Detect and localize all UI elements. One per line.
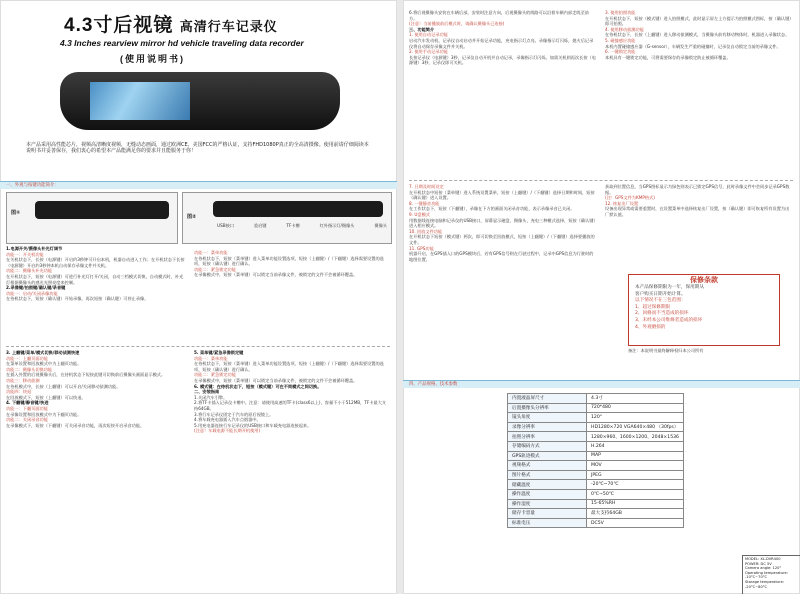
sec3-heading: 3. 上翻键/菜单/模式切换/移动侦测快速 — [6, 350, 80, 355]
right-column-2 — [605, 10, 793, 60]
label-line: POWER: DC 5V — [745, 561, 772, 566]
label-line: Camera angle: 120° — [745, 566, 782, 571]
warranty-line: 以下情况不在三包范围： — [635, 298, 686, 304]
right-column-1 — [409, 10, 597, 66]
power-text-1: 在关机状态下，长按（电源键）开启约3秒钟可开启本机，机器自动进入工作；在开机状态下长按（电源键）开启约3秒钟本机自动保存录像文件并关机。 — [6, 257, 185, 268]
gps-note: (注！GPS文件为KMP格式) — [605, 195, 655, 201]
func-photo-text: 在开机状态下，短按（模式键）进入拍照模式，此时显示屏左上方提示为拍照模式图标，按（确认键）即可拍照。 — [605, 15, 792, 27]
spec-key: 存储编码方式 — [508, 441, 587, 451]
sec3-text-4: 在回放模式下，短按（上翻键）可以快退。 — [6, 394, 86, 400]
figure-2-label: 图② — [187, 214, 197, 220]
spec-value: 1280×960、1600×1200、2048×1536 — [587, 432, 684, 442]
product-label — [742, 555, 800, 594]
spec-value: 4.3寸 — [587, 394, 684, 404]
spec-key: 内置液晶屏尺寸 — [508, 394, 587, 404]
date-time-text: 在开机状态中短按（菜单键）进入系统设置菜单，短按（上翻键）/（下翻键）选择日期和时间，短按（确认键）进入设置。 — [409, 189, 595, 201]
figure-2-labels — [217, 223, 387, 229]
right-page — [403, 0, 800, 594]
menu-func-2-top: 功能二：紧急锁定功能 — [194, 266, 236, 272]
fig2-label-ir: 红外指示灯/摄像头 — [319, 223, 355, 228]
figure-1-label: 图① — [11, 210, 21, 216]
spec-band: 四、产品规格、技术参数 — [403, 380, 800, 388]
func-motion-text: 在待机状态下，长按（上翻键）进入移动侦测模式，当摄像头前有移动物体时，机器进入录像状态。 — [605, 32, 790, 38]
func-auto-record-head: 1. 使用自动记录功能 — [409, 32, 448, 38]
usb-mode-head: 9. U盘模式 — [409, 211, 430, 217]
spec-row — [508, 432, 684, 442]
divider — [6, 346, 390, 347]
spec-row — [508, 480, 684, 490]
spec-row — [508, 461, 684, 471]
func-manual-record-head: 2. 使用手动记录功能 — [409, 49, 448, 55]
menu-func-1-top: 功能一：菜单功能 — [194, 250, 228, 255]
install-step: 4.将车载充电器插入汽车点烟器中。 — [194, 417, 261, 423]
sec4-text-2: 在录像模式下，短按（下翻键）可关闭录音功能，再次短按开启录音功能。 — [6, 422, 145, 428]
divider-right — [409, 180, 793, 181]
sec3-text-3: 在待机模式中，长按（上翻键）可以开启/关闭移动侦测功能。 — [6, 383, 121, 389]
gps-text: 机器开启，在GPS插入口的GPS模块后，若有GPS信号则在行驶过程中，记录中GPS信息为行驶时的地图位置。 — [409, 251, 594, 262]
spec-row — [508, 403, 684, 413]
spec-key: GPS轨迹模式 — [508, 451, 587, 461]
spec-key: 操作温度 — [508, 489, 587, 499]
left-page — [0, 0, 397, 594]
figure-2 — [182, 192, 392, 244]
spec-key: 储藏温度 — [508, 480, 587, 490]
func-motion-head: 4. 使用移动侦测功能 — [605, 26, 644, 32]
sec4-text-1: 在录像设置和回放模式中为下翻页功能。 — [6, 411, 82, 417]
gps-head: 11. GPS功能 — [409, 245, 434, 251]
spec-table — [507, 393, 684, 528]
install-heading: 二、安装指南 — [194, 389, 220, 395]
spec-key: 后置摄像头分辨率 — [508, 403, 587, 413]
spec-key: 录像分辨率 — [508, 422, 587, 432]
intro-text: 本产品采用高性能芯片，视频高清晰度视频，无缝动态画面，通过欧洲CE、美国FCC的严格认证，支持FHD1080P真正的全高清摄像。使用前请仔细阅读本说明书并妥善保存，我们衷心的希望本产品能满足你的要求并且能服务于你！ — [26, 142, 369, 155]
device-top-view — [35, 201, 169, 219]
manual-subtitle: 4.3 Inches rearview mirror hd vehicle traveling data recorder — [60, 38, 304, 48]
record-func-1: 功能一：启动/关闭录像功能 — [6, 290, 58, 296]
device-bottom-view — [213, 201, 383, 217]
func-photo-head: 3. 使用拍照功能 — [605, 10, 636, 15]
func-auto-record-text: 启动汽车发动机，记录仪自动启动并开始记录功能，充电指示灯点亮。录像指示灯闪烁，熄火后记录仪将自动保存录像文件并关机。 — [409, 37, 594, 49]
func-gsensor-text: 本机内置碰撞感应器（G-sensor），车辆发生严重的碰撞时，记录仪自动锁定当前的录像文件。 — [605, 43, 781, 49]
spec-value: 最大支持64GB — [587, 509, 684, 519]
spec-value: 0℃~50℃ — [587, 489, 684, 499]
spec-key: 标准电压 — [508, 518, 587, 528]
menu-text-1-top: 在待机状态下，短按（菜单键）进入菜单功能设置选项，短按（上翻键）/（下翻键）选择需要设置的选项，短按（确认键）进行确认。 — [194, 255, 384, 267]
spec-value: MAP — [587, 451, 684, 461]
menu-text-2-top: 在录像模式中，短按（菜单键）可以锁定当前录像文件，被锁定的文件不会被循环覆盖。 — [194, 272, 358, 278]
spec-key: 拍照分辨率 — [508, 432, 587, 442]
mute-text: 在工作状态下，短按（下翻键），录像在下方的画面关闭录音功能，表示录像录音已关闭。 — [409, 206, 575, 212]
warranty-box — [628, 274, 780, 346]
label-line: Operating temperature: -10°C~70°C — [745, 570, 788, 580]
install-step: 2.将TF卡插入记录仪卡槽中。注意：请使用高速的TF卡(class6以上)，容量不小于512MB，TF卡最大支持64GB。 — [194, 400, 387, 411]
warranty-line: 2、回修而不当造成的损坏 — [635, 311, 689, 317]
left-column-1 — [6, 246, 186, 302]
sec5-text-2: 在录像模式中，短按（菜单键）可以锁定当前录像文件，被锁定的文件不会被循环覆盖。 — [194, 377, 358, 383]
functions-heading: 三、功能简介 — [409, 26, 435, 32]
spec-row — [508, 499, 684, 509]
spec-key: 视频格式 — [508, 461, 587, 471]
sec3-func-3: 功能三：移动侦测 — [6, 377, 40, 383]
spec-value: 720*480 — [587, 403, 684, 413]
sec3-func-1: 功能一：上翻页面功能 — [6, 355, 48, 361]
sec5-func-1: 功能一：菜单功能 — [194, 355, 228, 361]
left-column-2 — [194, 250, 388, 278]
power-heading: 1.电源开关/摄像头补光灯调节 — [6, 246, 63, 251]
func-manual-record-text: 长按记录仪（电源键）3秒，记录仪自动开机并自动记录，录像指示灯闪烁，如需关机则再次长按（电源键）3秒，记录仪即可关机。 — [409, 54, 596, 66]
manual-label: (使用说明书) — [120, 54, 185, 64]
func-gsensor-head: 5. 碰撞感应功能 — [605, 37, 636, 43]
warranty-note: 备注：本说明书最终解释权归本公司所有 — [628, 348, 704, 353]
spec-row — [508, 489, 684, 499]
power-func-1: 功能一：开关机功能 — [6, 251, 44, 257]
spec-key: 储存卡容量 — [508, 509, 587, 519]
install-step: 5.用充电器连接行车记录仪的USB接口和车载充电器连接起来。 — [194, 422, 312, 428]
spec-row — [508, 441, 684, 451]
install-note-2: (注意！当前播放前后模式时，请确认摄像头已连接) — [409, 21, 505, 27]
gps-text-2: 获取到位置信息，当GPS图标显示为绿色则表示已锁定GPS信号，此时录像文件中会同步记录GPS数据。 — [605, 184, 790, 195]
label-line: MODEL: XL-DVR400 — [745, 557, 781, 561]
fig2-label-reset: 重启键 — [253, 223, 267, 228]
sec4-func-1: 功能一：下翻页面功能 — [6, 405, 48, 411]
section-band-appearance: 一、外观与按键功能简介： — [0, 181, 397, 189]
func-lock-head: 6. 一键锁定功能 — [605, 49, 636, 55]
sec5-heading: 5. 菜单键/紧急录像锁定键 — [194, 350, 244, 355]
install-continued: 6.将后视摄像头安装在车辆后部，安装时注意方向，后视摄像头的线路可以沿着车辆内部走线至前方。 — [409, 10, 589, 21]
spec-row — [508, 394, 684, 404]
fig2-label-camera: 摄像头 — [374, 223, 387, 228]
spec-value: JPEG — [587, 470, 684, 480]
spec-value: DC5V — [587, 518, 684, 528]
record-text-1: 在待机状态下，短按（确认键）开始录像，再次短按（确认键）可停止录像。 — [6, 296, 149, 302]
reset-head: 12. 恢复出厂设置 — [605, 200, 639, 206]
spec-value: -20℃~70℃ — [587, 480, 684, 490]
power-text-2: 在开机状态下，短按（电源键）可进行补光灯打开/关闭，自动三档模式切换，自动模式时，补光灯根据摄像头的感光光照亮度来控制。 — [6, 273, 184, 285]
sec3-func-2: 功能二：摄像头切换功能 — [6, 366, 53, 372]
spec-value: H.264 — [587, 441, 684, 451]
reset-text: 设备出现异常或需要重置时，在设置菜单中选择恢复出厂设置，按（确认键）即可恢复所有设置为出厂默认值。 — [605, 206, 790, 217]
func-lock-text: 本机具有一键锁定功能，可将需要保存的录像锁定防止被循环覆盖。 — [605, 54, 731, 60]
right-column-4 — [605, 184, 793, 218]
warranty-line: 1、超过保修期限 — [635, 304, 671, 310]
spec-row — [508, 509, 684, 519]
sec3-func-4: 功能四：快退 — [6, 389, 32, 395]
manual-title: 4.3寸后视镜 高清行车记录仪 — [64, 15, 278, 36]
label-line: Storage temperature: -20°C~80°C — [745, 579, 785, 589]
spec-value: 15-65%RH — [587, 499, 684, 509]
left-column-3 — [6, 350, 186, 428]
spec-row — [508, 518, 684, 528]
sec6-heading: 6. 模式键：在待机状态下，短按（模式键）可在不同模式之间切换。 — [194, 383, 322, 389]
left-column-4 — [194, 350, 388, 434]
date-time-head: 7. 日期及时间设定 — [409, 184, 444, 189]
spec-key: 操作湿度 — [508, 499, 587, 509]
install-note: (注意！车载电源不能长期开机使用) — [194, 428, 261, 434]
sec5-text-1: 在待机状态下，短按（菜单键）进入菜单功能设置选项，短按（上翻键）/（下翻键）选择需要设置的选项，短按（确认键）进行确认。 — [194, 361, 384, 372]
spec-row — [508, 470, 684, 480]
fig2-label-usb: USB接口 — [217, 223, 234, 228]
sec3-text-1: 在菜单设置和回放模式中为上翻页功能。 — [6, 361, 82, 367]
warranty-title: 保修条款 — [690, 276, 718, 284]
spec-key: 镜头角度 — [508, 413, 587, 423]
spec-row — [508, 451, 684, 461]
record-heading: 2.录像键/拍照键/确认键/录音键 — [6, 285, 66, 291]
spec-key: 图片格式 — [508, 470, 587, 480]
spec-value: HD1280×720 VGA640×480 （30fps） — [587, 422, 684, 432]
spec-row — [508, 413, 684, 423]
spec-value: MOV — [587, 461, 684, 471]
warranty-line: 4、外观磨损的 — [635, 324, 666, 330]
sec4-func-2: 功能二：关闭录音功能 — [6, 417, 48, 423]
sec3-text-2: 在插入外置的后视摄像头后，在待机状态下短按此键可切换前后摄像头画面显示模式。 — [6, 372, 166, 378]
fig2-label-tf: TF卡槽 — [286, 223, 300, 228]
install-step: 3.将行车记录仪固定于汽车的原后视镜上。 — [194, 411, 274, 417]
playback-head: 10. 回放文件功能 — [409, 228, 443, 234]
usb-mode-text: 用数据线连接电脑和记录仪的USB接口，屏幕显示磁盘、摄像头、充电三种模式选择，短按（确认键）进入相应模式。 — [409, 217, 596, 229]
mirror-screen — [90, 82, 190, 120]
warranty-line: 客户购买日期开始计算。 — [635, 291, 686, 297]
figure-1 — [6, 192, 178, 244]
warranty-line: 3、未经本公司维修者造成的损坏 — [635, 317, 703, 323]
spec-row — [508, 422, 684, 432]
install-step: 1.关闭汽车引擎。 — [194, 394, 228, 400]
warranty-line: 本产品保修期限为一年，保用期从 — [635, 285, 704, 290]
playback-text: 在开机状态下短按（模式键）两次，即可切换至回放模式，短按（上翻键）/（下翻键）选择要播放的文件。 — [409, 234, 595, 245]
product-photo — [60, 72, 340, 130]
mute-head: 8. 一键静音功能 — [409, 200, 440, 206]
sec5-func-2: 功能二：紧急锁定功能 — [194, 372, 236, 378]
right-column-3 — [409, 184, 597, 262]
power-func-2: 功能二：摄像头补光功能 — [6, 268, 53, 274]
sec4-heading: 4. 下翻键/静音键/快进 — [6, 400, 49, 406]
spec-value: 120° — [587, 413, 684, 423]
